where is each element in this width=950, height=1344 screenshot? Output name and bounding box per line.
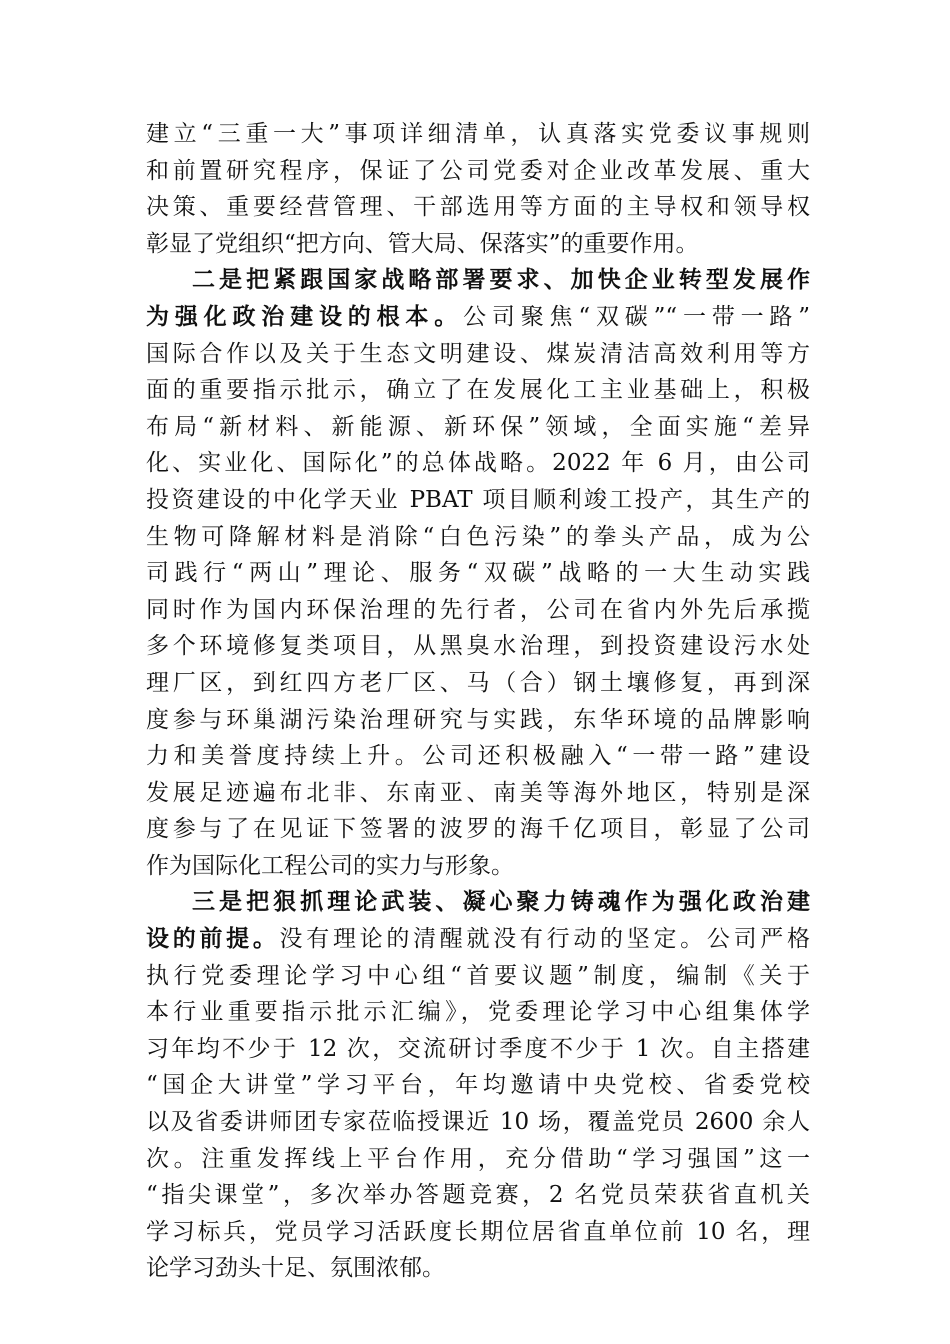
text-line: 多个环境修复类项目，从黑臭水治理，到投资建设污水处 — [146, 633, 810, 660]
text-line: 发展足迹遍布北非、东南亚、南美等海外地区，特别是深 — [146, 779, 810, 806]
text-line: 学习标兵，党员学习活跃度长期位居省直单位前 10 名，理 — [146, 1218, 810, 1245]
text-line: 本行业重要指示批示汇编》，党委理论学习中心组集体学 — [146, 999, 810, 1026]
text-line: 执行党委理论学习中心组“首要议题”制度，编制《关于 — [146, 962, 810, 989]
text-line: 度参与了在见证下签署的波罗的海千亿项目，彰显了公司 — [146, 816, 810, 843]
text-line: 力和美誉度持续上升。公司还积极融入“一带一路”建设 — [146, 743, 810, 770]
paragraph-heading: 二是把紧跟国家战略部署要求、加快企业转型发展作 — [192, 267, 810, 294]
text-line: 投资建设的中化学天业 PBAT 项目顺利竣工投产，其生产的 — [146, 486, 810, 513]
text-line: 同时作为国内环保治理的先行者，公司在省内外先后承揽 — [146, 596, 810, 623]
paragraph-heading: 设的前提。 — [146, 926, 280, 953]
paragraph-heading: 为强化政治建设的根本。 — [146, 303, 464, 330]
paragraph-3 — [146, 884, 810, 1287]
text-line — [146, 921, 810, 958]
text-line: 化、实业化、国际化”的总体战略。2022 年 6 月，由公司 — [146, 450, 810, 477]
text-line: 建立“三重一大”事项详细清单，认真落实党委议事规则 — [146, 121, 810, 147]
text-line: “国企大讲堂”学习平台，年均邀请中央党校、省委党校 — [146, 1072, 810, 1099]
text-line: 次。注重发挥线上平台作用，充分借助“学习强国”这一 — [146, 1145, 810, 1172]
text-line: 决策、重要经营管理、干部选用等方面的主导权和领导权 — [146, 194, 810, 221]
text-line: 度参与环巢湖污染治理研究与实践，东华环境的品牌影响 — [146, 706, 810, 733]
paragraph-1 — [146, 116, 810, 262]
text-line: 布局“新材料、新能源、新环保”领域，全面实施“差异 — [146, 413, 810, 440]
text-line: 生物可降解材料是消除“白色污染”的拳头产品，成为公 — [146, 523, 810, 550]
text-line: 论学习劲头十足、氛围浓郁。 — [146, 1255, 445, 1282]
text-run: 公司聚焦“双碳”“一带一路” — [463, 303, 811, 330]
text-run: 没有理论的清醒就没有行动的坚定。公司严格 — [279, 926, 811, 953]
paragraph-2 — [146, 262, 810, 884]
text-line: 彰显了党组织“把方向、管大局、保落实”的重要作用。 — [146, 230, 699, 257]
document-body — [146, 116, 810, 1287]
text-line: 理厂区，到红四方老厂区、马（合）钢土壤修复，再到深 — [146, 669, 810, 696]
text-line — [146, 299, 810, 336]
text-line: “指尖课堂”，多次举办答题竞赛，2 名党员荣获省直机关 — [146, 1182, 810, 1209]
text-line — [146, 884, 810, 921]
text-line: 习年均不少于 12 次，交流研讨季度不少于 1 次。自主搭建 — [146, 1035, 810, 1062]
text-line: 面的重要指示批示，确立了在发展化工主业基础上，积极 — [146, 377, 810, 404]
text-line: 以及省委讲师团专家莅临授课近 10 场，覆盖党员 2600 余人 — [146, 1109, 810, 1136]
text-line — [146, 262, 810, 299]
text-line: 和前置研究程序，保证了公司党委对企业改革发展、重大 — [146, 157, 810, 184]
text-line: 司践行“两山”理论、服务“双碳”战略的一大生动实践 — [146, 560, 810, 587]
text-line: 国际合作以及关于生态文明建设、煤炭清洁高效利用等方 — [146, 340, 810, 367]
text-line: 作为国际化工程公司的实力与形象。 — [146, 852, 514, 879]
paragraph-heading: 三是把狠抓理论武装、凝心聚力铸魂作为强化政治建 — [192, 889, 810, 916]
